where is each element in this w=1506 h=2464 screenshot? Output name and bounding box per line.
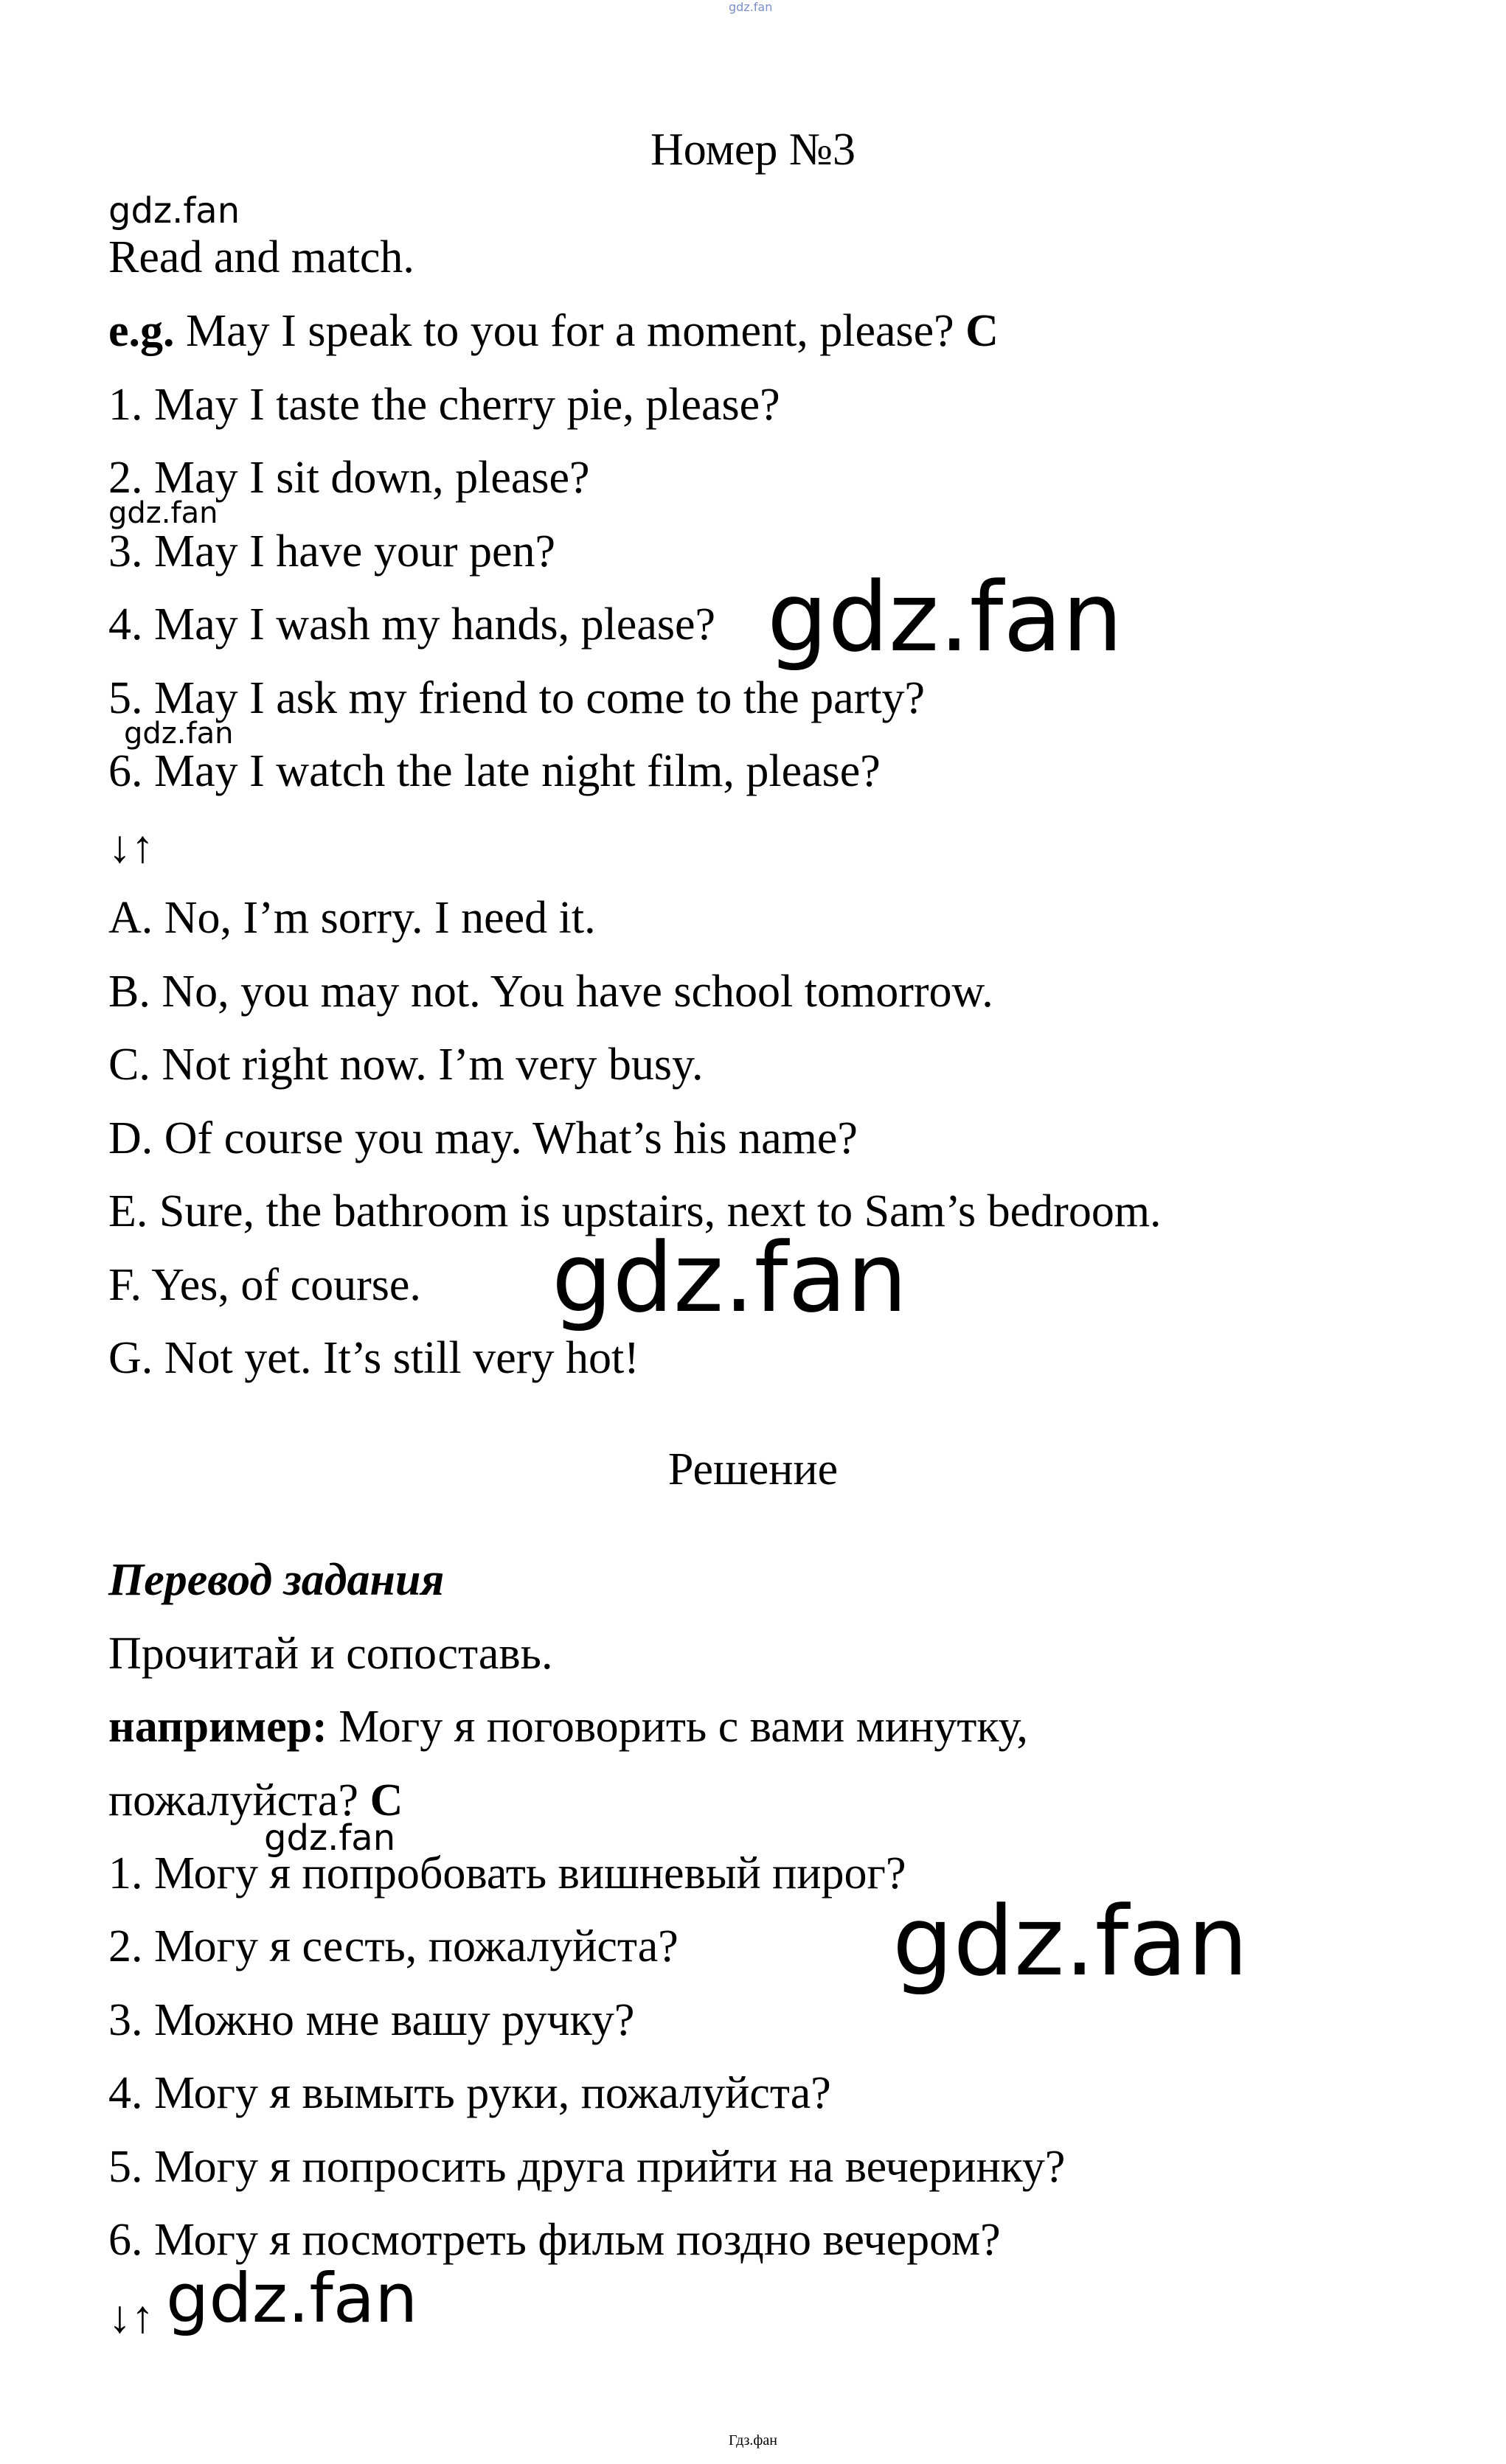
- translation-heading: [108, 1557, 444, 1603]
- translation-example-text: Могу я поговорить с вами минутку,: [327, 1702, 1028, 1752]
- answer-a: A. No, I’m sorry. I need it.: [108, 893, 596, 943]
- translated-question-4: 4. Могу я вымыть руки, пожалуйста?: [108, 2068, 831, 2118]
- watermark-big: gdz.fan: [892, 1885, 1249, 1997]
- answer-g: G. Not yet. It’s still very hot!: [108, 1333, 639, 1383]
- translation-heading-text: Перевод задания: [108, 1555, 445, 1605]
- question-5: 5. May I ask my friend to come to the party?: [108, 673, 926, 723]
- instruction: Read and match.: [108, 232, 414, 282]
- translated-arrows: ↓↑: [108, 2292, 154, 2342]
- translated-question-3: 3. Можно мне вашу ручку?: [108, 1995, 635, 2045]
- translation-example-answer: C: [369, 1775, 403, 1826]
- question-6: 6. May I watch the late night film, please?: [108, 746, 881, 796]
- answer-d: D. Of course you may. What’s his name?: [108, 1113, 858, 1163]
- question-2: 2. May I sit down, please?: [108, 453, 590, 503]
- watermark-big: gdz.fan: [767, 561, 1123, 673]
- page-title: Номер №3: [650, 125, 856, 175]
- question-1: 1. May I taste the cherry pie, please?: [108, 380, 780, 430]
- translation-example-text-2: пожалуйста?: [108, 1775, 370, 1826]
- match-arrows: ↓↑: [108, 822, 154, 872]
- translated-question-1: 1. Могу я попробовать вишневый пирог?: [108, 1848, 906, 1899]
- watermark-bottom: gdz.fan: [166, 2259, 418, 2338]
- answer-e: E. Sure, the bathroom is upstairs, next to Sam’s bedroom.: [108, 1186, 1162, 1236]
- example-line: [108, 308, 999, 354]
- answer-f: F. Yes, of course.: [108, 1260, 421, 1310]
- translated-question-6: 6. Могу я посмотреть фильм поздно вечером?: [108, 2215, 1001, 2265]
- solution-heading: Решение: [667, 1444, 839, 1494]
- watermark-small: gdz.fan: [264, 1817, 396, 1859]
- translation-example-prefix: например:: [108, 1702, 327, 1752]
- translation-example-line-1: [108, 1704, 1028, 1750]
- translation-instruction: Прочитай и сопоставь.: [108, 1629, 553, 1679]
- answer-b: B. No, you may not. You have school tomorrow.: [108, 967, 993, 1017]
- translated-question-5: 5. Могу я попросить друга прийти на вечеринку?: [108, 2142, 1066, 2192]
- answer-c: C. Not right now. I’m very busy.: [108, 1040, 704, 1090]
- footer-text: Гдз.фан: [729, 2432, 777, 2449]
- translation-example-line-2: [108, 1775, 403, 1826]
- watermark-small: gdz.fan: [124, 717, 234, 751]
- watermark-small: gdz.fan: [108, 496, 218, 530]
- watermark-small: gdz.fan: [108, 190, 240, 232]
- question-4: 4. May I wash my hands, please?: [108, 599, 716, 650]
- example-text: May I speak to you for a moment, please?: [174, 306, 966, 356]
- watermark-big: gdz.fan: [552, 1222, 908, 1334]
- example-prefix: e.g.: [108, 306, 175, 356]
- translated-question-2: 2. Могу я сесть, пожалуйста?: [108, 1921, 679, 1971]
- question-3: 3. May I have your pen?: [108, 526, 556, 577]
- example-answer: C: [965, 306, 999, 356]
- top-watermark: gdz.fan: [729, 0, 773, 14]
